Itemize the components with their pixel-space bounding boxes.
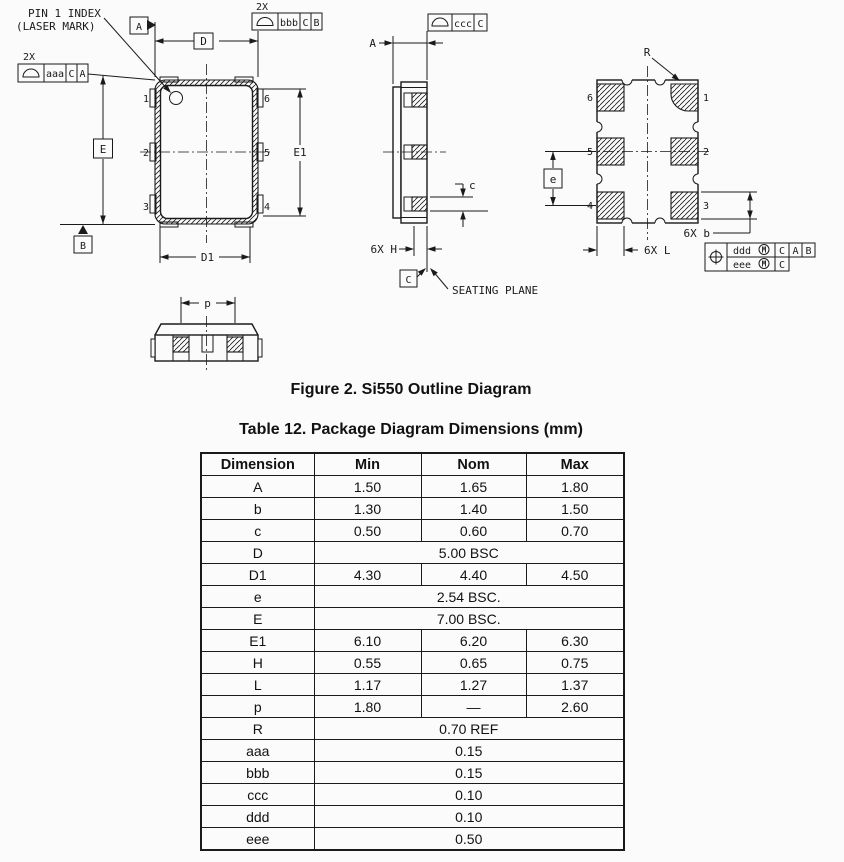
cell-nom: 0.65 — [421, 652, 526, 674]
cell-min: 4.30 — [314, 564, 421, 586]
pin-label: 1 — [703, 93, 710, 104]
cell-nom: 1.40 — [421, 498, 526, 520]
fcf-aaa-tol: aaa — [45, 69, 65, 80]
fcf-ccc — [428, 14, 487, 31]
dimension-c — [430, 179, 488, 227]
cell-dimension: eee — [201, 828, 314, 851]
fcf-position — [705, 243, 815, 271]
cell-dimension: E — [201, 608, 314, 630]
cell-min: 1.80 — [314, 696, 421, 718]
dim-b-label: 6X b — [683, 227, 710, 240]
cell-max: 1.37 — [526, 674, 624, 696]
pad-view — [544, 46, 815, 271]
header-min: Min — [314, 453, 421, 476]
cell-max: 2.60 — [526, 696, 624, 718]
cell-dimension: ccc — [201, 784, 314, 806]
pin1-index-text: PIN 1 INDEX — [28, 7, 101, 20]
cell-span-value: 7.00 BSC. — [314, 608, 624, 630]
table-row — [201, 784, 624, 806]
cell-dimension: aaa — [201, 740, 314, 762]
table-row — [201, 762, 624, 784]
fcf-aaa-qty: 2X — [23, 52, 36, 63]
pin-label: 4 — [264, 202, 271, 213]
cell-dimension: H — [201, 652, 314, 674]
dim-c-label: c — [469, 179, 476, 192]
dimension-e — [544, 152, 596, 206]
table-row — [201, 564, 624, 586]
dim-r-label: R — [643, 46, 651, 59]
cell-dimension: bbb — [201, 762, 314, 784]
dim-e-pitch-label: e — [549, 173, 557, 186]
cell-max: 0.70 — [526, 520, 624, 542]
fcf-pos-ref3: B — [805, 246, 812, 257]
seating-plane-label: SEATING PLANE — [452, 284, 539, 297]
cell-max: 0.75 — [526, 652, 624, 674]
header-dimension: Dimension — [201, 453, 314, 476]
cell-min: 1.30 — [314, 498, 421, 520]
table-row — [201, 696, 624, 718]
table-row — [201, 608, 624, 630]
front-view — [16, 2, 322, 264]
datum-b-label: B — [79, 241, 87, 252]
fcf-pos-ref4: C — [778, 260, 786, 271]
dim-h-label: 6X H — [370, 243, 397, 256]
dimension-D1 — [160, 227, 250, 264]
cell-min: 0.50 — [314, 520, 421, 542]
dim-l-label: 6X L — [644, 244, 671, 257]
cell-min: 0.55 — [314, 652, 421, 674]
table-row — [201, 476, 624, 498]
cell-dimension: R — [201, 718, 314, 740]
side-view-lid — [393, 87, 401, 218]
dimension-E — [60, 76, 155, 225]
fcf-bbb — [252, 2, 322, 30]
fcf-ccc-tol: ccc — [453, 19, 473, 30]
cell-span-value: 2.54 BSC. — [314, 586, 624, 608]
figure-caption: Figure 2. Si550 Outline Diagram — [290, 381, 532, 398]
pin-label: 1 — [142, 94, 149, 105]
dimension-E1 — [263, 89, 311, 216]
fcf-ccc-ref1: C — [477, 19, 484, 30]
cell-min: 1.17 — [314, 674, 421, 696]
dimension-A — [369, 31, 443, 84]
cell-dimension: L — [201, 674, 314, 696]
dim-d1-label: D1 — [200, 251, 215, 264]
header-max: Max — [526, 453, 624, 476]
fcf-pos-ref1: C — [778, 246, 786, 257]
cell-min: 1.50 — [314, 476, 421, 498]
fcf-aaa-ref2: A — [79, 69, 86, 80]
cell-min: 6.10 — [314, 630, 421, 652]
cell-dimension: b — [201, 498, 314, 520]
fcf-pos-tol2: eee — [732, 260, 752, 271]
cell-span-value: 0.10 — [314, 784, 624, 806]
cell-dimension: c — [201, 520, 314, 542]
datum-a-label: A — [135, 22, 143, 33]
pin-label: 3 — [142, 202, 149, 213]
dim-a-label: A — [369, 37, 376, 50]
cell-span-value: 0.50 — [314, 828, 624, 851]
dimension-L — [583, 226, 671, 257]
outline-diagram — [0, 0, 844, 378]
pin-label: 2 — [703, 147, 710, 158]
datum-c — [400, 266, 428, 287]
cell-nom: 6.20 — [421, 630, 526, 652]
table-row — [201, 542, 624, 564]
dimension-p — [181, 297, 235, 323]
table-row — [201, 828, 624, 851]
fcf-bbb-ref1: C — [302, 18, 309, 29]
cell-nom: 0.60 — [421, 520, 526, 542]
fcf-pos-mod2: M — [761, 259, 767, 269]
table-row — [201, 630, 624, 652]
cell-dimension: ddd — [201, 806, 314, 828]
pin-label: 5 — [264, 148, 271, 159]
dimensions-table — [200, 452, 625, 851]
table-row — [201, 652, 624, 674]
cell-dimension: E1 — [201, 630, 314, 652]
cell-span-value: 5.00 BSC — [314, 542, 624, 564]
dim-p-label: p — [204, 297, 211, 310]
table-row — [201, 740, 624, 762]
pin1-laser-mark — [170, 92, 183, 105]
cell-span-value: 0.10 — [314, 806, 624, 828]
pin-label: 5 — [586, 147, 593, 158]
dim-d-label: D — [200, 35, 207, 48]
dimension-H — [371, 226, 443, 272]
pin-label: 6 — [264, 94, 271, 105]
table-row — [201, 586, 624, 608]
header-nom: Nom — [421, 453, 526, 476]
fcf-bbb-ref2: B — [313, 18, 320, 29]
fcf-bbb-tol: bbb — [279, 18, 299, 29]
cell-dimension: D — [201, 542, 314, 564]
cell-span-value: 0.15 — [314, 762, 624, 784]
table-row — [201, 718, 624, 740]
cell-dimension: A — [201, 476, 314, 498]
cell-nom: — — [421, 696, 526, 718]
seating-plane-callout — [428, 266, 538, 297]
table-title: Table 12. Package Diagram Dimensions (mm) — [239, 421, 583, 438]
laser-mark-text: (LASER MARK) — [16, 20, 96, 33]
cell-nom: 1.65 — [421, 476, 526, 498]
cell-nom: 4.40 — [421, 564, 526, 586]
dimension-R — [644, 46, 682, 83]
fcf-aaa — [18, 52, 155, 82]
cell-dimension: p — [201, 696, 314, 718]
datum-c-label: C — [405, 275, 412, 286]
fcf-pos-mod1: M — [761, 245, 767, 255]
fcf-pos-ref2: A — [792, 246, 799, 257]
cell-nom: 1.27 — [421, 674, 526, 696]
pin-label: 2 — [142, 148, 149, 159]
pin-label: 6 — [586, 93, 593, 104]
cell-dimension: e — [201, 586, 314, 608]
table-row — [201, 674, 624, 696]
fcf-aaa-ref1: C — [68, 69, 75, 80]
side-view — [369, 14, 538, 297]
pin-label: 3 — [703, 201, 710, 212]
cell-span-value: 0.15 — [314, 740, 624, 762]
dim-e-label: E — [99, 143, 107, 156]
datum-a — [130, 17, 156, 34]
fcf-bbb-qty: 2X — [256, 2, 269, 13]
cell-max: 1.50 — [526, 498, 624, 520]
table-row — [201, 498, 624, 520]
pin-label: 4 — [586, 201, 593, 212]
table-header-row — [201, 453, 624, 476]
cell-dimension: D1 — [201, 564, 314, 586]
end-view — [151, 297, 262, 372]
datum-b — [74, 225, 92, 253]
table-row — [201, 520, 624, 542]
fcf-pos-tol1: ddd — [732, 246, 752, 257]
table-row — [201, 806, 624, 828]
cell-span-value: 0.70 REF — [314, 718, 624, 740]
cell-max: 1.80 — [526, 476, 624, 498]
cell-max: 6.30 — [526, 630, 624, 652]
dim-e1-label: E1 — [293, 146, 307, 159]
cell-max: 4.50 — [526, 564, 624, 586]
